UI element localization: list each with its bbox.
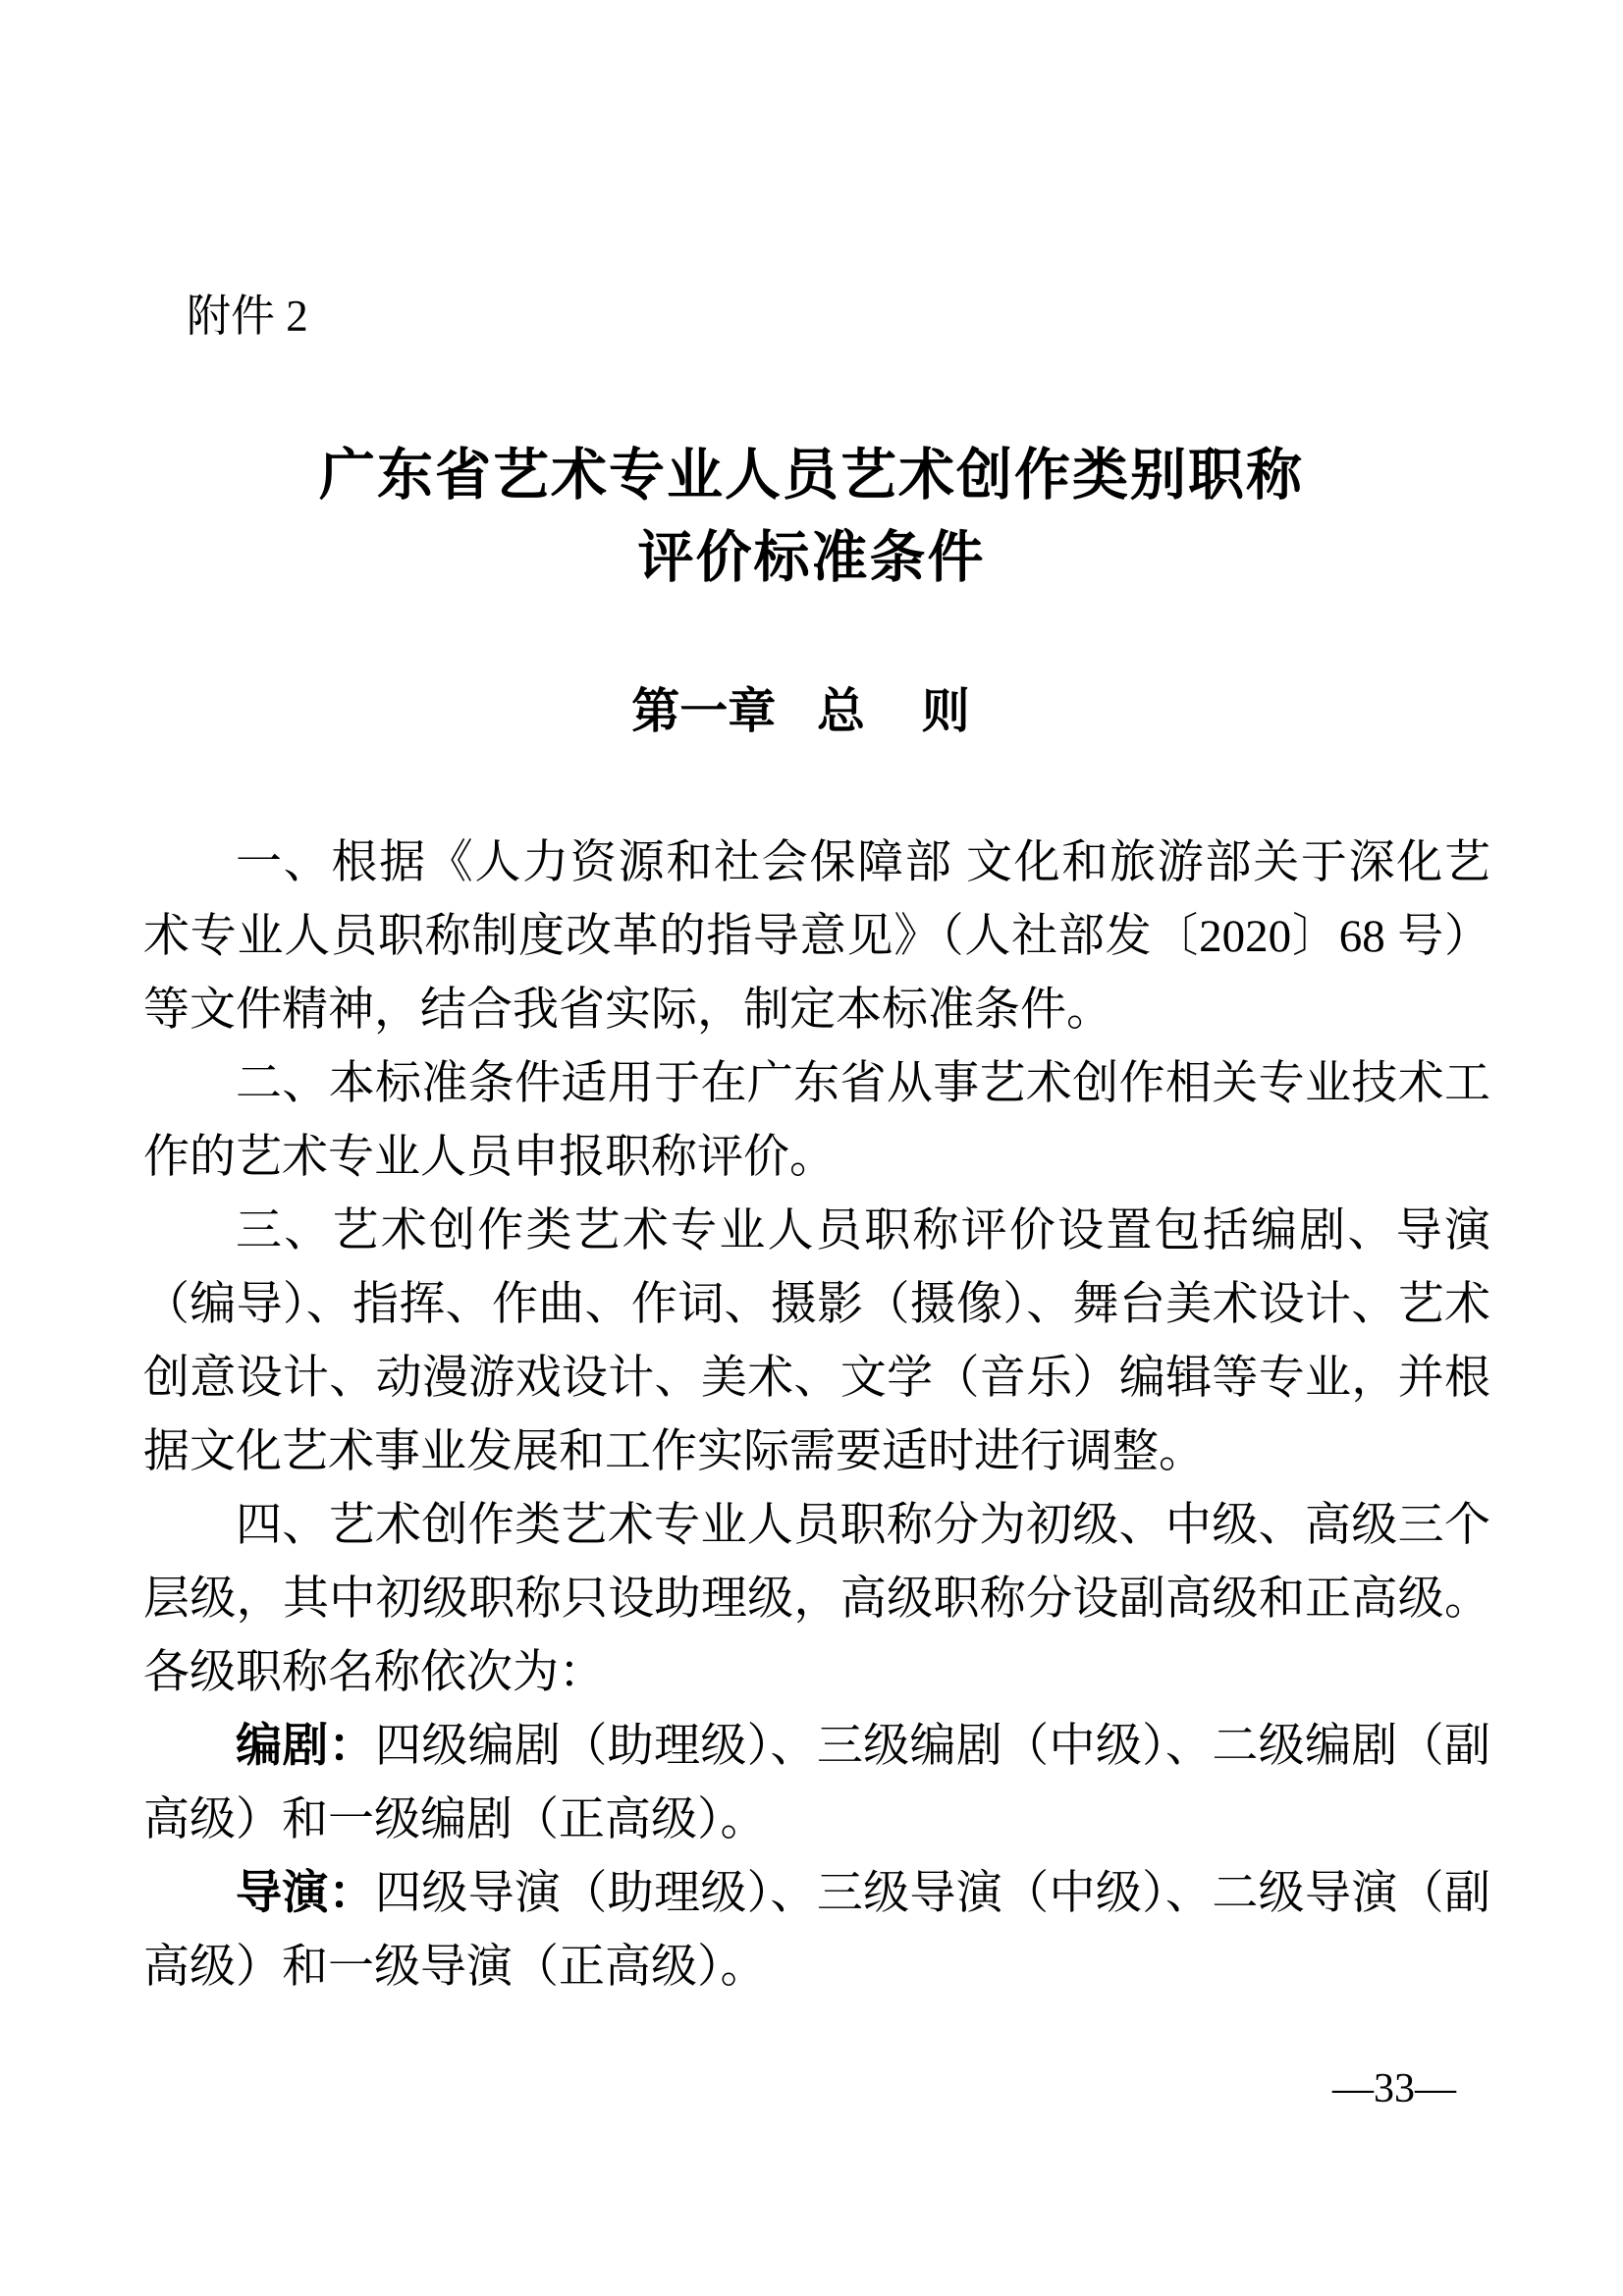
page-number: —33—	[1332, 2066, 1456, 2111]
paragraph-3-text: 三、艺术创作类艺术专业人员职称评价设置包括编剧、导演（编导）、指挥、作曲、作词、摄影（摄像）、舞台美术设计、艺术创意设计、动漫游戏设计、美术、文学（音乐）编辑等专业，并根据文化艺术事业发展和工作实际需要适时进行调整。	[143, 1205, 1490, 1477]
paragraph-4	[143, 1489, 1490, 1710]
paragraph-5-lead: 编剧：	[236, 1721, 375, 1772]
document-title-line1: 广东省艺术专业人员艺术创作类别职称	[319, 442, 1304, 507]
paragraph-6-text: 四级导演（助理级）、三级导演（中级）、二级导演（副高级）和一级导演（正高级）。	[143, 1868, 1490, 1993]
paragraph-3	[143, 1195, 1490, 1489]
paragraph-5	[143, 1710, 1490, 1857]
paragraph-6-lead: 导演：	[236, 1868, 375, 1919]
paragraph-6	[143, 1857, 1490, 2004]
paragraph-5-text: 四级编剧（助理级）、三级编剧（中级）、二级编剧（副高级）和一级编剧（正高级）。	[143, 1721, 1490, 1845]
document-body	[143, 827, 1490, 2004]
paragraph-2-text: 二、本标准条件适用于在广东省从事艺术创作相关专业技术工作的艺术专业人员申报职称评价。	[143, 1058, 1490, 1183]
chapter-heading	[0, 681, 1623, 742]
paragraph-4-text: 四、艺术创作类艺术专业人员职称分为初级、中级、高级三个层级，其中初级职称只设助理级，高级职称分设副高级和正高级。各级职称名称依次为：	[143, 1500, 1490, 1698]
document-title-line2: 评价标准条件	[637, 524, 986, 590]
paragraph-1	[143, 827, 1490, 1047]
chapter-title: 总 则	[816, 685, 992, 738]
chapter-number: 第一章	[631, 685, 777, 738]
paragraph-1-text: 一、根据《人力资源和社会保障部 文化和旅游部关于深化艺术专业人员职称制度改革的指导意见》（人社部发〔2020〕68 号）等文件精神，结合我省实际，制定本标准条件。	[143, 837, 1490, 1036]
attachment-label: 附件 2	[187, 292, 308, 341]
paragraph-2	[143, 1047, 1490, 1195]
document-title	[0, 434, 1623, 599]
